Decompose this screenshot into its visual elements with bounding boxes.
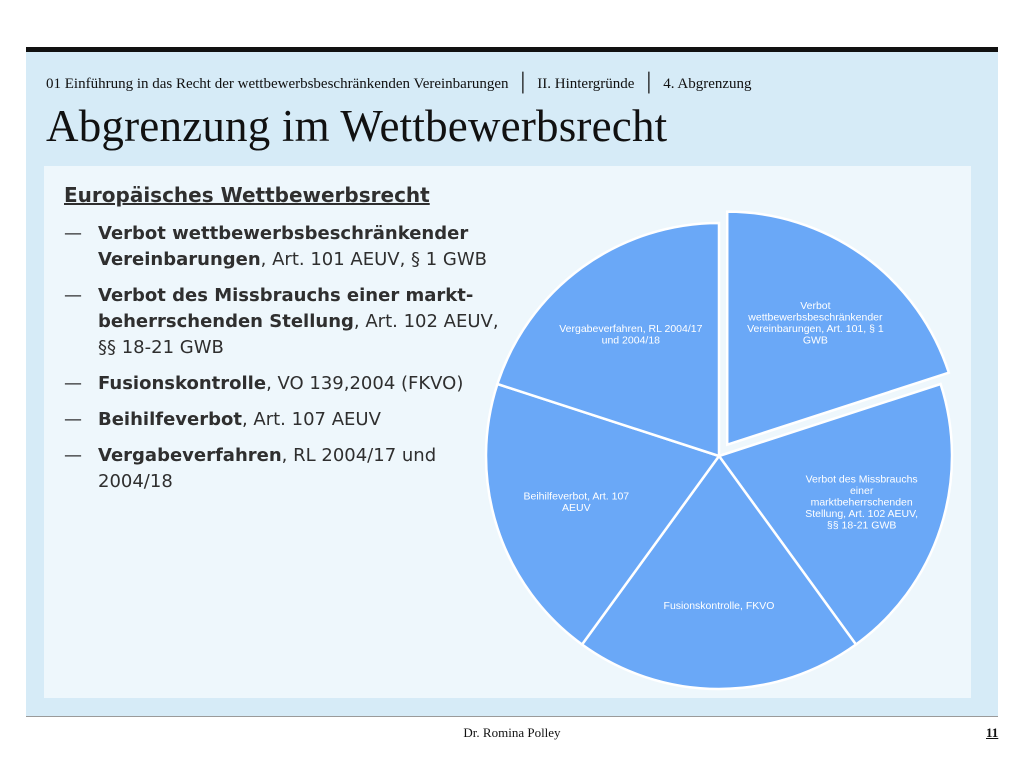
dash-bullet: — xyxy=(64,445,82,466)
dash-bullet: — xyxy=(64,285,82,306)
pie-slice-label: Beihilfeverbot, Art. 107 AEUV xyxy=(523,490,630,515)
list-item-rest: , Art. 101 AEUV, § 1 GWB xyxy=(260,249,488,270)
list-item-bold: Verbot des Missbrauchs einer markt-beherrschenden Stellung xyxy=(98,285,474,332)
footer-author: Dr. Romina Polley xyxy=(463,725,561,740)
bottom-rule xyxy=(26,716,998,717)
list-item-bold: Beihilfeverbot xyxy=(98,409,242,430)
pie-chart xyxy=(480,190,960,700)
breadcrumb-separator: │ xyxy=(642,72,656,92)
dash-bullet: — xyxy=(64,223,82,244)
list-item-rest: , VO 139,2004 (FKVO) xyxy=(266,373,464,394)
list-item xyxy=(64,407,504,433)
pie-slice-label: Verbot des Missbrauchs einer marktbeherrschenden Stellung, Art. 102 AEUV, §§ 18-21 GWB xyxy=(805,473,919,532)
list-item xyxy=(64,371,504,397)
list-item-bold: Vergabeverfahren xyxy=(98,445,282,466)
breadcrumb-separator: │ xyxy=(516,72,530,92)
list-item-rest: , Art. 107 AEUV xyxy=(241,409,381,430)
breadcrumb-part-2: II. Hintergründe xyxy=(537,76,635,92)
breadcrumb-part-3: 4. Abgrenzung xyxy=(663,76,752,92)
breadcrumb xyxy=(46,72,752,93)
list-item-bold: Fusionskontrolle xyxy=(98,373,267,394)
dash-bullet: — xyxy=(64,373,82,394)
list-item xyxy=(64,221,504,273)
pie-slice-label: Verbot wettbewerbsbeschränkender Vereinbarungen, Art. 101, § 1 GWB xyxy=(747,300,884,347)
list-item-rest: , Art. 102 AEUV, §§ 18-21 GWB xyxy=(98,311,499,358)
list-item xyxy=(64,283,504,361)
text-block xyxy=(64,183,504,505)
pie-slice-label: Fusionskontrolle, FKVO xyxy=(663,600,775,612)
dash-bullet: — xyxy=(64,409,82,430)
pie-slice-label: Vergabeverfahren, RL 2004/17 und 2004/18 xyxy=(559,322,703,347)
page-number: 11 xyxy=(986,725,999,740)
page-title: Abgrenzung im Wettbewerbsrecht xyxy=(46,101,668,151)
list-item-bold: Verbot wettbewerbsbeschränkender Vereinbarungen xyxy=(98,223,469,270)
breadcrumb-part-1: 01 Einführung in das Recht der wettbewerbsbeschränkenden Vereinbarungen xyxy=(46,76,509,92)
section-heading: Europäisches Wettbewerbsrecht xyxy=(64,183,430,207)
list-item xyxy=(64,443,504,495)
list-item-rest: , RL 2004/17 und 2004/18 xyxy=(98,445,437,492)
